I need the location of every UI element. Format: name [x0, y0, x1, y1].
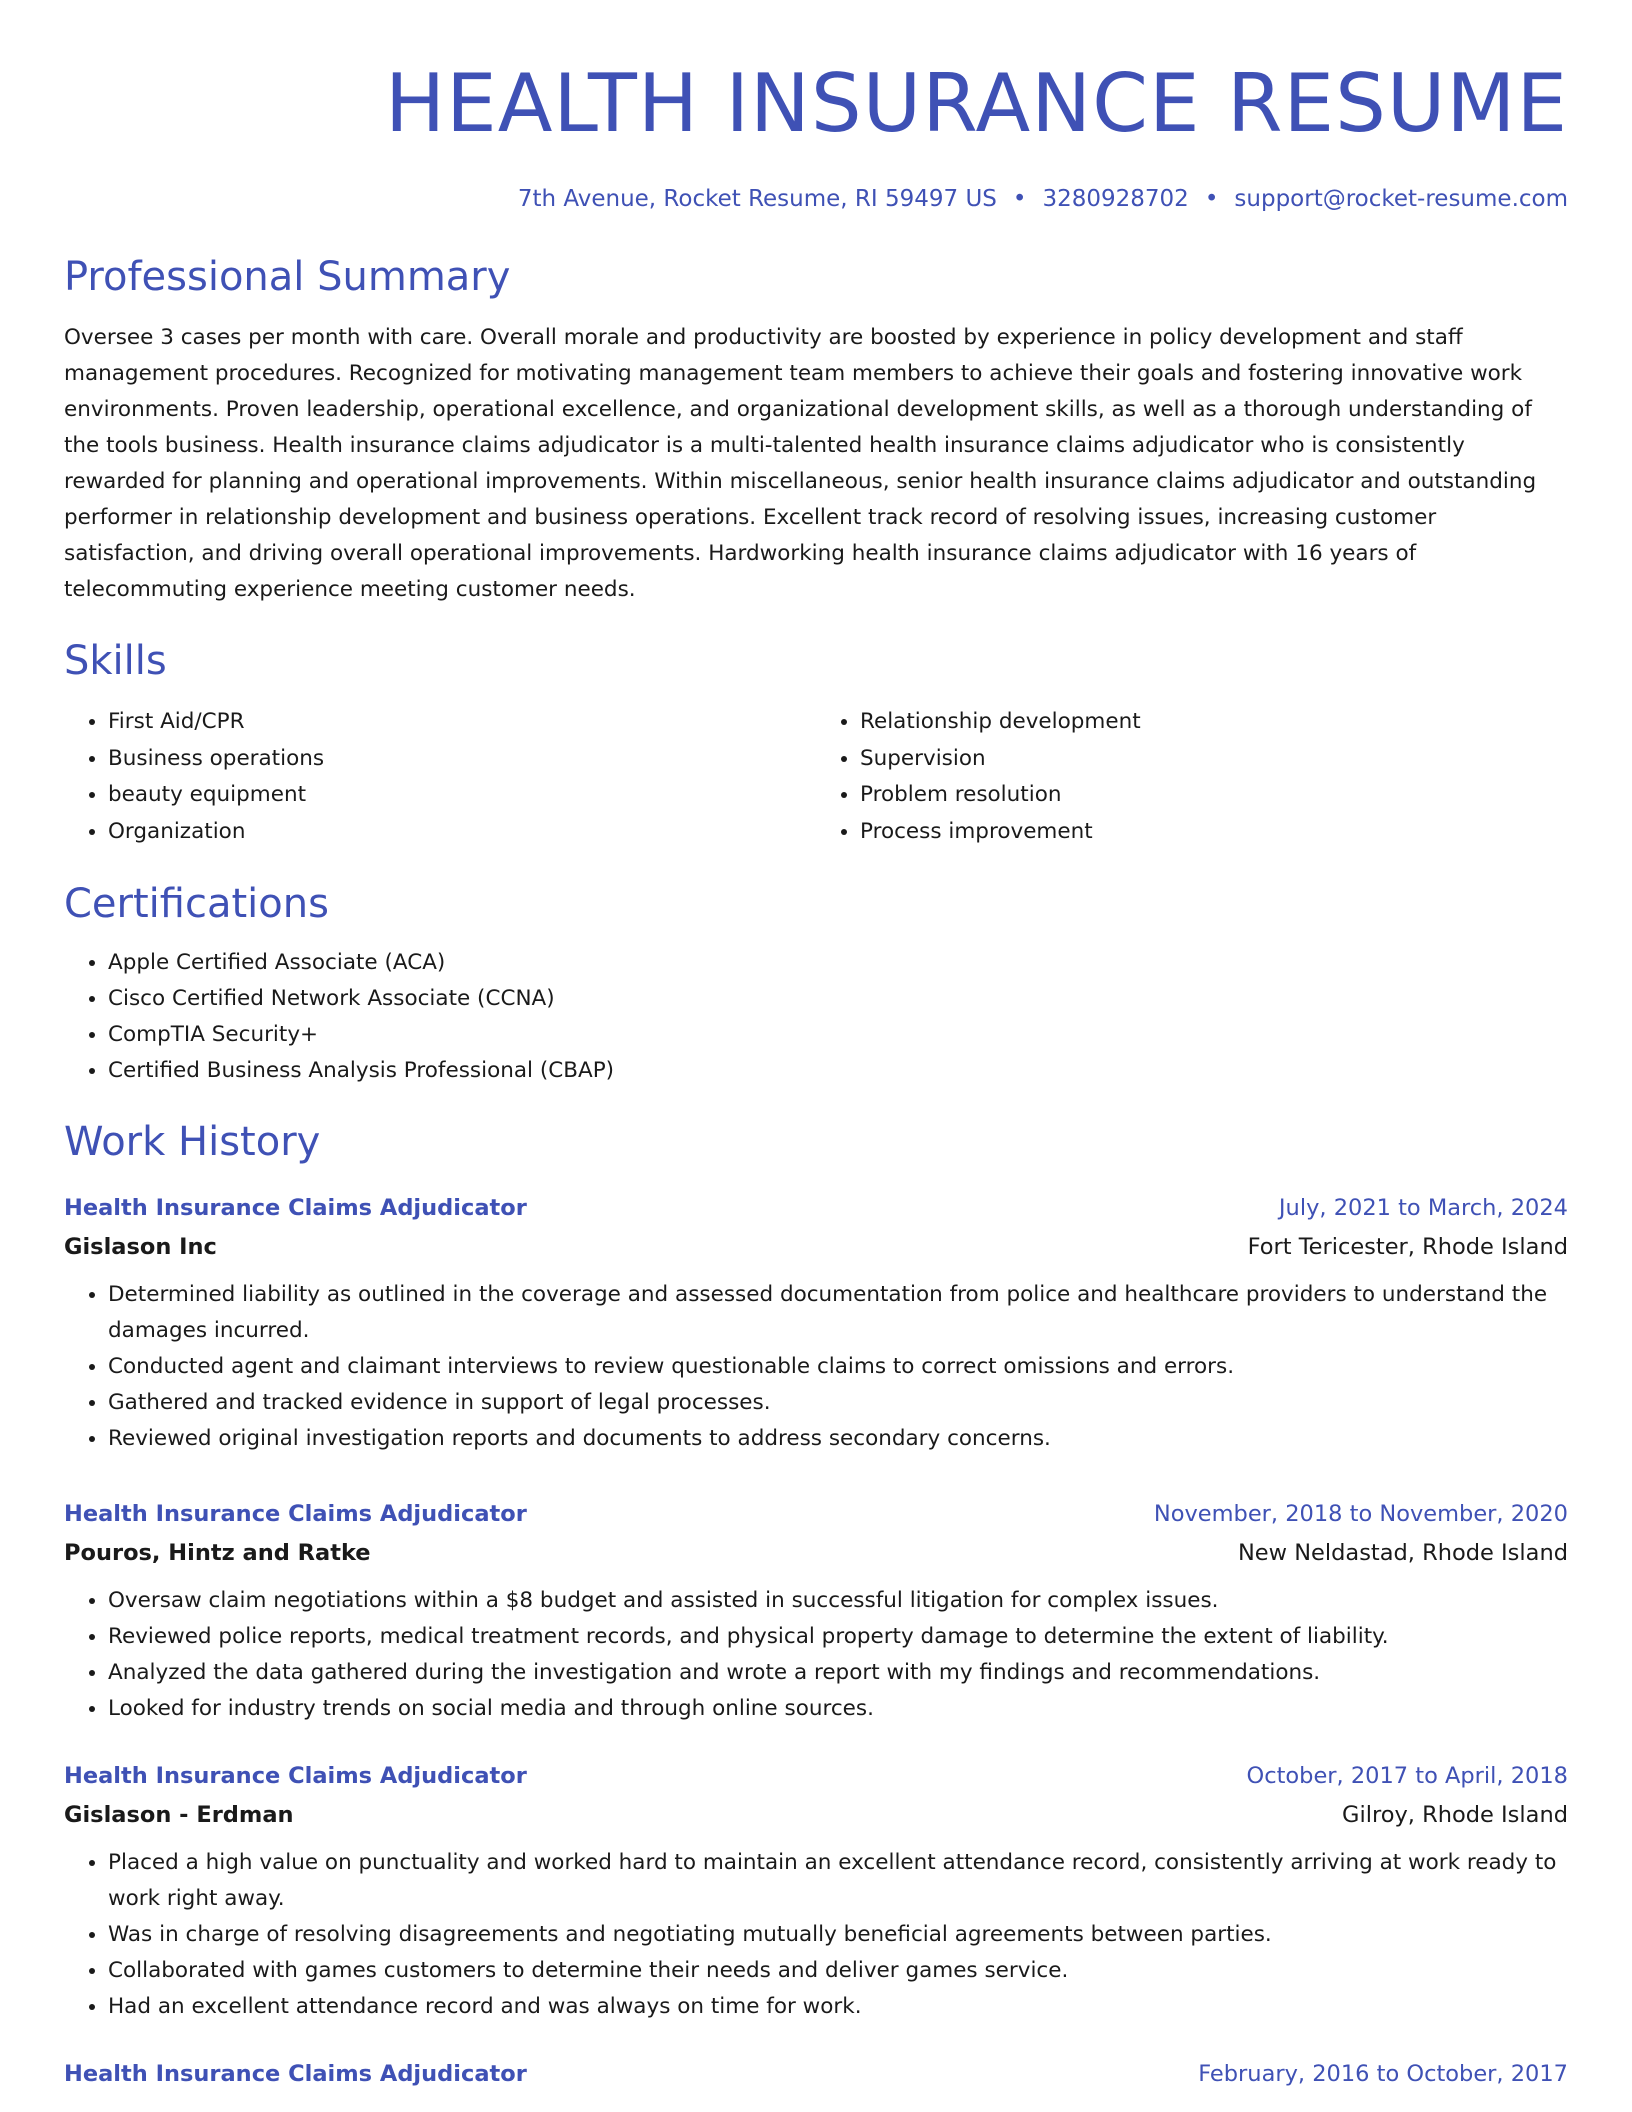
skills-heading: Skills — [64, 638, 167, 684]
job-bullet: • Analyzed the data gathered during the investigation and wrote a report with my findings and recommendations. — [108, 1655, 1568, 1691]
job-bullet: • Gathered and tracked evidence in support of legal processes. — [108, 1385, 1568, 1421]
job-entry — [64, 1189, 1568, 1457]
job-location: Fort Tericester, Rhode Island — [1247, 1233, 1568, 1260]
job-subheader — [64, 1533, 1568, 1573]
job-title: Health Insurance Claims Adjudicator — [64, 2060, 527, 2087]
skill-item: • Supervision — [860, 741, 1568, 778]
skills-list — [64, 704, 1568, 851]
certification-item: • Apple Certified Associate (ACA) — [108, 945, 1568, 981]
resume-title: HEALTH INSURANCE RESUME — [385, 57, 1568, 150]
job-bullet: • Determined liability as outlined in the coverage and assessed documentation from police and healthcare providers to understand the damages incurred. — [108, 1277, 1568, 1349]
contact-separator: • — [1012, 186, 1027, 212]
contact-email[interactable]: support@rocket-resume.com — [1234, 186, 1568, 212]
job-entry — [64, 1757, 1568, 2025]
job-header — [64, 1189, 1568, 1227]
skill-item: • Relationship development — [860, 704, 1568, 741]
job-entry — [64, 2055, 1568, 2093]
job-bullet: • Reviewed police reports, medical treatment records, and physical property damage to determine the extent of liability. — [108, 1619, 1568, 1655]
job-dates: October, 2017 to April, 2018 — [1246, 1762, 1568, 1789]
job-location: New Neldastad, Rhode Island — [1237, 1539, 1568, 1566]
certification-item: • CompTIA Security+ — [108, 1017, 1568, 1053]
certification-item: • Cisco Certified Network Associate (CCNA) — [108, 981, 1568, 1017]
certifications-heading: Certifications — [64, 880, 329, 927]
contact-line — [64, 184, 1568, 214]
job-bullet: • Looked for industry trends on social media and through online sources. — [108, 1691, 1568, 1727]
job-company: Gislason - Erdman — [64, 1801, 294, 1828]
job-header — [64, 1495, 1568, 1533]
job-subheader — [64, 1795, 1568, 1835]
work-history-heading: Work History — [64, 1118, 321, 1165]
job-company: Pouros, Hintz and Ratke — [64, 1539, 371, 1566]
job-bullet: • Placed a high value on punctuality and worked hard to maintain an excellent attendance record, consistently arriving at work ready to work right away. — [108, 1845, 1568, 1917]
certification-item: • Certified Business Analysis Professional (CBAP) — [108, 1053, 1568, 1089]
job-subheader — [64, 1227, 1568, 1267]
skill-item: • beauty equipment — [108, 777, 816, 814]
job-location: Gilroy, Rhode Island — [1342, 1801, 1568, 1828]
certifications-list — [64, 945, 1568, 1089]
job-bullets — [64, 1277, 1568, 1457]
skill-item: • Process improvement — [860, 814, 1568, 851]
job-bullets — [64, 1583, 1568, 1727]
job-bullet: • Was in charge of resolving disagreements and negotiating mutually beneficial agreements between parties. — [108, 1917, 1568, 1953]
job-bullet: • Oversaw claim negotiations within a $8 budget and assisted in successful litigation for complex issues. — [108, 1583, 1568, 1619]
job-bullet: • Reviewed original investigation reports and documents to address secondary concerns. — [108, 1421, 1568, 1457]
contact-separator: • — [1204, 186, 1219, 212]
job-bullet: • Collaborated with games customers to determine their needs and deliver games service. — [108, 1953, 1568, 1989]
job-title: Health Insurance Claims Adjudicator — [64, 1194, 527, 1221]
skill-item: • Business operations — [108, 741, 816, 778]
resume-page — [64, 0, 1568, 2093]
contact-address: 7th Avenue, Rocket Resume, RI 59497 US — [517, 186, 997, 212]
job-dates: July, 2021 to March, 2024 — [1278, 1194, 1568, 1221]
job-bullets — [64, 1845, 1568, 2025]
job-bullet: • Had an excellent attendance record and was always on time for work. — [108, 1989, 1568, 2025]
contact-phone: 3280928702 — [1042, 186, 1189, 212]
summary-text: Oversee 3 cases per month with care. Overall morale and productivity are boosted by experience in policy development and staff management procedures. Recognized for motivating management team members to achieve their goals and fostering innovative work environments. Proven leadership, operational excellence, and organizational development skills, as well as a thorough understanding of the tools business. Health insurance claims adjudicator is a multi-talented health insurance claims adjudicator who is consistently rewarded for planning and operational improvements. Within miscellaneous, senior health insurance claims adjudicator and outstanding performer in relationship development and business operations. Excellent track record of resolving issues, increasing customer satisfaction, and driving overall operational improvements. Hardworking health insurance claims adjudicator with 16 years of telecommuting experience meeting customer needs. — [64, 325, 1537, 602]
skill-item: • Problem resolution — [860, 777, 1568, 814]
job-bullet: • Conducted agent and claimant interviews to review questionable claims to correct omissions and errors. — [108, 1349, 1568, 1385]
skills-column-right — [816, 704, 1568, 851]
job-company: Gislason Inc — [64, 1233, 217, 1260]
job-dates: February, 2016 to October, 2017 — [1198, 2060, 1568, 2087]
skill-item: • Organization — [108, 814, 816, 851]
job-title: Health Insurance Claims Adjudicator — [64, 1500, 527, 1527]
job-header — [64, 1757, 1568, 1795]
job-entry — [64, 1495, 1568, 1727]
skill-item: • First Aid/CPR — [108, 704, 816, 741]
job-dates: November, 2018 to November, 2020 — [1153, 1500, 1568, 1527]
job-header — [64, 2055, 1568, 2093]
summary-heading: Professional Summary — [64, 254, 511, 300]
skills-column-left — [64, 704, 816, 851]
job-title: Health Insurance Claims Adjudicator — [64, 1762, 527, 1789]
